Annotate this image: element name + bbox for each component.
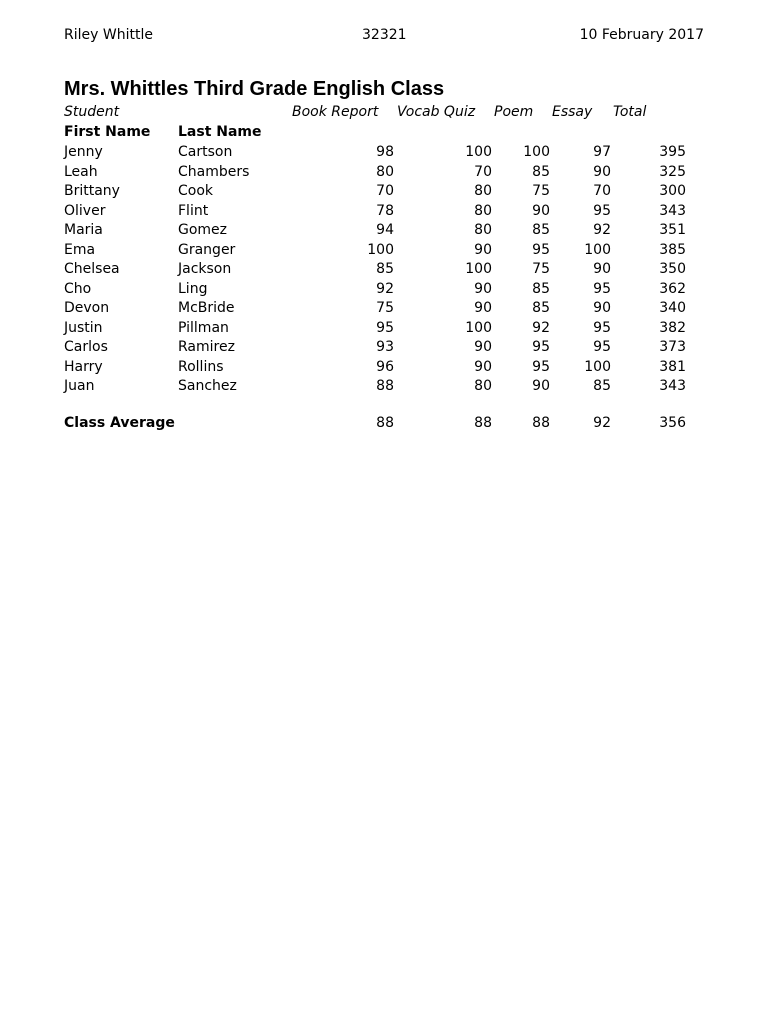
student-first-name: Brittany bbox=[64, 183, 120, 199]
table-row bbox=[0, 280, 768, 299]
student-last-name: Chambers bbox=[178, 163, 250, 180]
student-essay: 95 bbox=[593, 202, 611, 219]
student-vocab-quiz: 80 bbox=[474, 202, 492, 219]
student-total: 373 bbox=[659, 339, 686, 355]
table-row bbox=[0, 377, 768, 396]
student-poem: 75 bbox=[532, 261, 550, 277]
student-first-name: Juan bbox=[64, 378, 95, 394]
average-vocab-quiz: 88 bbox=[474, 415, 492, 431]
student-last-name: Cook bbox=[178, 183, 214, 199]
student-last-name: Rollins bbox=[178, 358, 224, 375]
student-essay: 97 bbox=[593, 144, 611, 160]
student-book-report: 93 bbox=[376, 339, 394, 355]
average-essay: 92 bbox=[593, 415, 611, 431]
student-poem: 92 bbox=[532, 319, 550, 336]
header-poem: Poem bbox=[494, 104, 534, 120]
student-total: 325 bbox=[659, 163, 686, 180]
student-total: 340 bbox=[659, 300, 686, 316]
student-essay: 70 bbox=[593, 183, 611, 199]
student-vocab-quiz: 90 bbox=[474, 358, 492, 375]
student-total: 362 bbox=[659, 280, 686, 297]
student-essay: 92 bbox=[593, 222, 611, 238]
table-row bbox=[0, 143, 768, 162]
student-total: 350 bbox=[659, 261, 686, 277]
column-group-header bbox=[0, 103, 768, 122]
student-first-name: Chelsea bbox=[64, 261, 120, 277]
student-first-name: Devon bbox=[64, 300, 110, 316]
student-vocab-quiz: 80 bbox=[474, 222, 492, 238]
column-name-header bbox=[0, 123, 768, 142]
student-first-name: Leah bbox=[64, 163, 98, 180]
header-vocab-quiz: Vocab Quiz bbox=[397, 104, 476, 120]
student-vocab-quiz: 100 bbox=[465, 261, 492, 277]
table-row bbox=[0, 221, 768, 240]
student-essay: 85 bbox=[593, 378, 611, 394]
table-row bbox=[0, 299, 768, 318]
student-total: 351 bbox=[659, 222, 686, 238]
student-book-report: 92 bbox=[376, 280, 394, 297]
student-essay: 100 bbox=[584, 241, 611, 258]
student-last-name: Sanchez bbox=[178, 378, 237, 394]
header-code: 32321 bbox=[362, 27, 407, 43]
student-book-report: 85 bbox=[376, 261, 394, 277]
header-author: Riley Whittle bbox=[64, 27, 153, 43]
student-book-report: 88 bbox=[376, 378, 394, 394]
student-total: 382 bbox=[659, 319, 686, 336]
student-book-report: 100 bbox=[367, 241, 394, 258]
student-last-name: Gomez bbox=[178, 222, 228, 238]
student-total: 300 bbox=[659, 183, 686, 199]
table-row bbox=[0, 241, 768, 260]
student-last-name: Pillman bbox=[178, 319, 229, 336]
student-total: 385 bbox=[659, 241, 686, 258]
student-last-name: Ling bbox=[178, 280, 208, 297]
header-date: 10 February 2017 bbox=[579, 27, 704, 43]
header-first-name: First Name bbox=[64, 124, 151, 140]
student-essay: 100 bbox=[584, 358, 611, 375]
student-essay: 95 bbox=[593, 339, 611, 355]
student-vocab-quiz: 80 bbox=[474, 183, 492, 199]
student-essay: 95 bbox=[593, 280, 611, 297]
student-book-report: 98 bbox=[376, 144, 394, 160]
student-poem: 85 bbox=[532, 300, 550, 316]
student-poem: 95 bbox=[532, 241, 550, 258]
table-row bbox=[0, 202, 768, 221]
student-first-name: Justin bbox=[64, 319, 103, 336]
average-poem: 88 bbox=[532, 415, 550, 431]
student-total: 381 bbox=[659, 358, 686, 375]
average-total: 356 bbox=[659, 415, 686, 431]
header-last-name: Last Name bbox=[178, 124, 262, 140]
header-essay: Essay bbox=[552, 104, 593, 120]
student-book-report: 80 bbox=[376, 163, 394, 180]
student-last-name: Jackson bbox=[178, 261, 232, 277]
student-vocab-quiz: 70 bbox=[474, 163, 492, 180]
student-essay: 90 bbox=[593, 261, 611, 277]
student-vocab-quiz: 90 bbox=[474, 241, 492, 258]
table-row bbox=[0, 163, 768, 182]
student-last-name: Flint bbox=[178, 202, 209, 219]
student-poem: 90 bbox=[532, 202, 550, 219]
student-book-report: 95 bbox=[376, 319, 394, 336]
student-total: 343 bbox=[659, 378, 686, 394]
student-first-name: Oliver bbox=[64, 202, 106, 219]
student-poem: 85 bbox=[532, 163, 550, 180]
student-first-name: Cho bbox=[64, 280, 92, 297]
header-book-report: Book Report bbox=[292, 104, 379, 120]
student-essay: 90 bbox=[593, 300, 611, 316]
page-title: Mrs. Whittles Third Grade English Class bbox=[64, 78, 445, 100]
table-row bbox=[0, 182, 768, 201]
student-book-report: 96 bbox=[376, 358, 394, 375]
class-average-label: Class Average bbox=[64, 415, 175, 431]
class-average-row bbox=[0, 414, 768, 433]
table-row bbox=[0, 260, 768, 279]
student-vocab-quiz: 90 bbox=[474, 280, 492, 297]
header-total: Total bbox=[613, 104, 647, 120]
student-essay: 95 bbox=[593, 319, 611, 336]
student-poem: 95 bbox=[532, 358, 550, 375]
table-row bbox=[0, 319, 768, 338]
student-first-name: Carlos bbox=[64, 339, 108, 355]
student-last-name: Cartson bbox=[178, 144, 233, 160]
student-first-name: Maria bbox=[64, 222, 103, 238]
student-last-name: Ramirez bbox=[178, 339, 235, 355]
student-vocab-quiz: 100 bbox=[465, 144, 492, 160]
table-row bbox=[0, 338, 768, 357]
student-poem: 75 bbox=[532, 183, 550, 199]
student-poem: 85 bbox=[532, 222, 550, 238]
student-poem: 90 bbox=[532, 378, 550, 394]
student-vocab-quiz: 100 bbox=[465, 319, 492, 336]
student-book-report: 70 bbox=[376, 183, 394, 199]
student-vocab-quiz: 90 bbox=[474, 339, 492, 355]
average-book-report: 88 bbox=[376, 415, 394, 431]
student-total: 395 bbox=[659, 144, 686, 160]
student-poem: 100 bbox=[523, 144, 550, 160]
table-row bbox=[0, 358, 768, 377]
student-book-report: 75 bbox=[376, 300, 394, 316]
student-first-name: Ema bbox=[64, 241, 96, 258]
student-vocab-quiz: 90 bbox=[474, 300, 492, 316]
student-essay: 90 bbox=[593, 163, 611, 180]
student-last-name: McBride bbox=[178, 300, 235, 316]
student-first-name: Jenny bbox=[64, 144, 103, 160]
student-last-name: Granger bbox=[178, 241, 236, 258]
student-book-report: 94 bbox=[376, 222, 394, 238]
student-poem: 85 bbox=[532, 280, 550, 297]
student-first-name: Harry bbox=[64, 358, 103, 375]
student-total: 343 bbox=[659, 202, 686, 219]
header-student: Student bbox=[64, 104, 120, 120]
student-poem: 95 bbox=[532, 339, 550, 355]
student-book-report: 78 bbox=[376, 202, 394, 219]
student-vocab-quiz: 80 bbox=[474, 378, 492, 394]
